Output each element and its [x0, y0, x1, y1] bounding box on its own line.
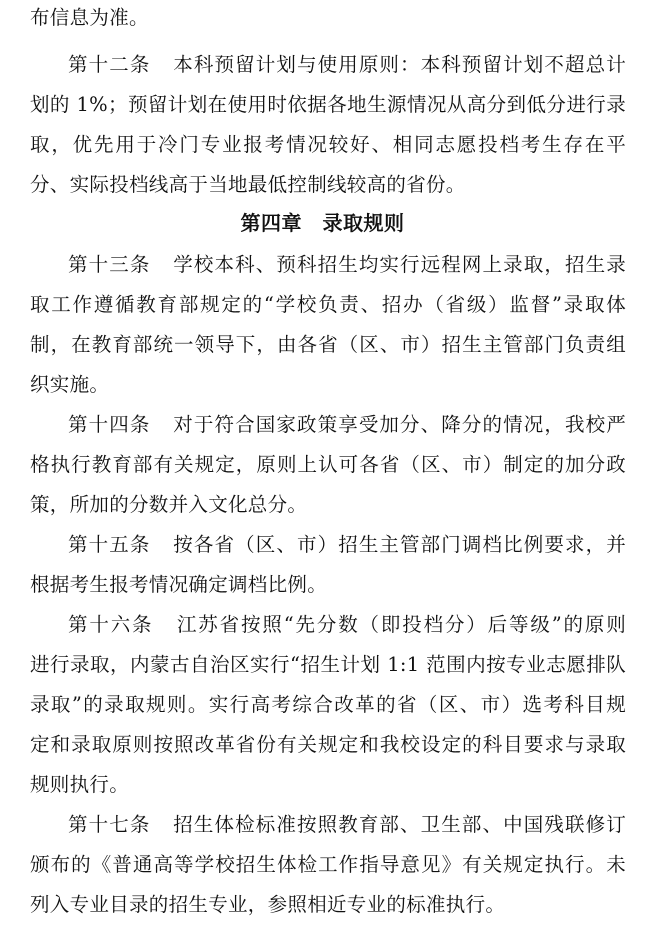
line-text: 布信息为准。: [30, 6, 149, 29]
article-17-first-line: [68, 813, 626, 837]
line-text: 格执行教育部有关规定，原则上认可各省（区、市）制定的加分政: [30, 453, 626, 476]
line-text: 定和录取原则按照改革省份有关规定和我校设定的科目要求与录取: [30, 733, 626, 756]
line-text: 取，优先用于冷门专业报考情况较好、相同志愿投档考生存在平: [30, 133, 626, 156]
text-line: [30, 653, 626, 677]
text-line: [30, 693, 626, 717]
text-line: [30, 493, 307, 517]
line-text: 织实施。: [30, 373, 110, 396]
line-text: 进行录取，内蒙古自治区实行“招生计划 1:1 范围内按专业志愿排队: [30, 653, 626, 676]
text-line: [30, 573, 327, 597]
article-16-first-line: [68, 613, 626, 637]
article-14-first-line: [68, 413, 626, 437]
article-15-first-line: [68, 533, 626, 557]
text-line: [30, 773, 129, 797]
line-text: 招生体检标准按照教育部、卫生部、中国残联修订: [172, 813, 626, 836]
text-line: [30, 373, 109, 397]
line-text: 根据考生报考情况确定调档比例。: [30, 573, 328, 596]
article-13-first-line: [68, 253, 626, 277]
line-text: 江苏省按照“先分数（即投档分）后等级”的原则: [175, 613, 627, 636]
line-text: 对于符合国家政策享受加分、降分的情况，我校严: [172, 413, 626, 436]
line-text: 分、实际投档线高于当地最低控制线较高的省份。: [30, 173, 466, 196]
article-label: 第十六条: [68, 613, 154, 636]
text-line: [30, 733, 626, 757]
text-line: [30, 893, 505, 917]
text-line: [30, 133, 626, 157]
article-label: 第十七条: [68, 813, 151, 836]
line-text: 制，在教育部统一领导下，由各省（区、市）招生主管部门负责组: [30, 333, 626, 356]
article-label: 第十二条: [68, 53, 151, 76]
line-text: 划的 1%；预留计划在使用时依据各地生源情况从高分到低分进行录: [30, 93, 626, 116]
line-text: 录取”的录取规则。实行高考综合改革的省（区、市）选考科目规: [30, 693, 626, 716]
text-line: [30, 93, 626, 117]
text-line: [30, 6, 149, 30]
line-text: 取工作遵循教育部规定的“学校负责、招办（省级）监督”录取体: [30, 293, 626, 316]
text-line: [30, 173, 466, 197]
line-text: 按各省（区、市）招生主管部门调档比例要求，并: [172, 533, 626, 556]
text-line: [30, 333, 626, 357]
text-line: [30, 293, 626, 317]
article-label: 第十五条: [68, 533, 151, 556]
chapter-heading: 第四章 录取规则: [240, 211, 405, 235]
line-text: 学校本科、预科招生均实行远程网上录取，招生录: [172, 253, 626, 276]
text-line: [30, 853, 626, 877]
article-label: 第十三条: [68, 253, 151, 276]
line-text: 策，所加的分数并入文化总分。: [30, 493, 308, 516]
line-text: 列入专业目录的招生专业，参照相近专业的标准执行。: [30, 893, 506, 916]
line-text: 规则执行。: [30, 773, 130, 796]
line-text: 颁布的《普通高等学校招生体检工作指导意见》有关规定执行。未: [30, 853, 626, 876]
line-text: 本科预留计划与使用原则：本科预留计划不超总计: [172, 53, 626, 76]
text-line: [30, 453, 626, 477]
article-label: 第十四条: [68, 413, 151, 436]
article-12-first-line: [68, 53, 626, 77]
